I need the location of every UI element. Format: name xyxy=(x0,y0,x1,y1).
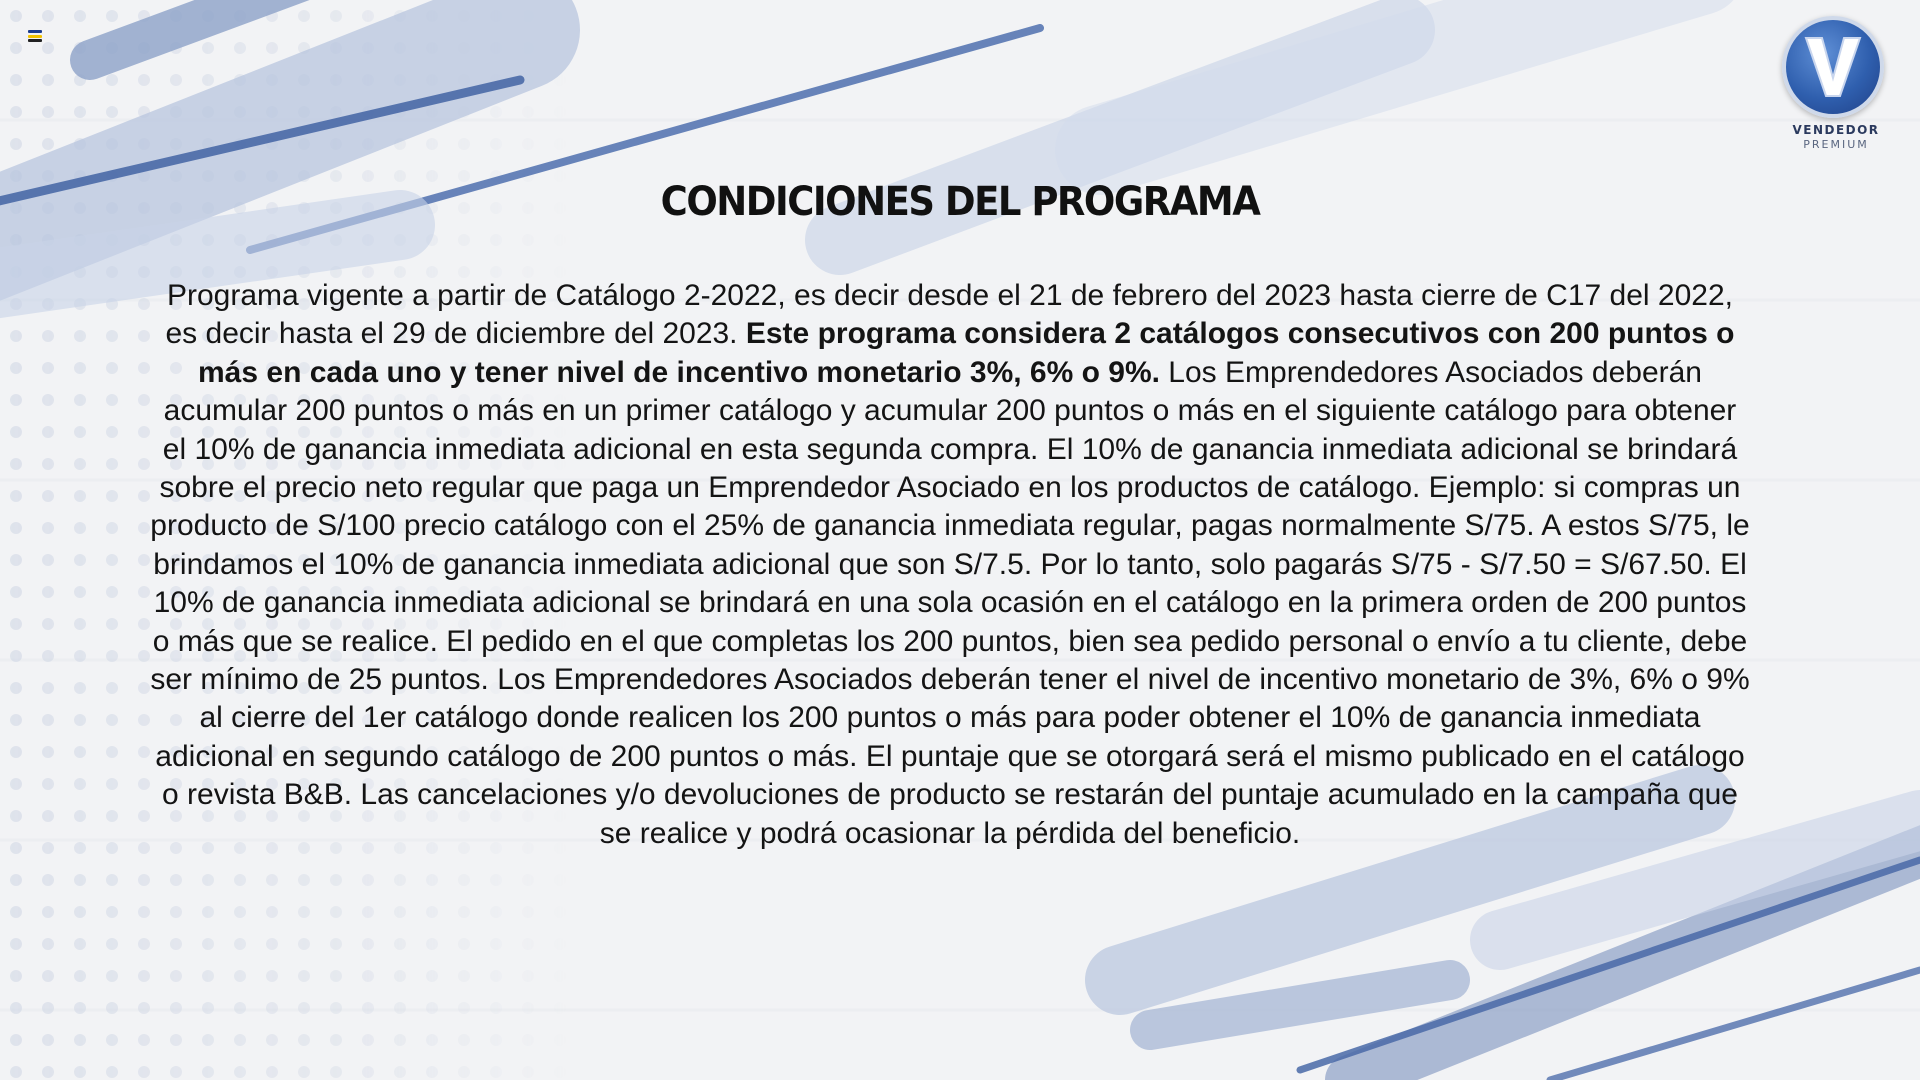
menu-icon-bar-3 xyxy=(28,39,42,42)
menu-icon[interactable] xyxy=(28,30,42,42)
paragraph-intro: Programa vigente a partir de Catálogo 2-2022, es decir desde el 21 de febrero del 2023 hasta cierre de C17 del 2022, es decir hasta el 29 de diciembre del 2023. xyxy=(165,279,1733,351)
page-title: CONDICIONES DEL PROGRAMA xyxy=(660,178,1260,225)
logo-text-premium: PREMIUM xyxy=(1803,138,1869,151)
vendedor-premium-logo xyxy=(1780,16,1892,158)
menu-icon-bar-2 xyxy=(28,35,42,38)
logo-text-vendedor: VENDEDOR xyxy=(1792,123,1880,137)
menu-icon-bar-1 xyxy=(28,30,42,33)
conditions-paragraph xyxy=(150,277,1750,853)
logo-v-icon xyxy=(1802,32,1864,102)
paragraph-details: Los Emprendedores Asociados deberán acumular 200 puntos o más en un primer catálogo y acumular 200 puntos o más en el siguiente catálogo para obtener el 10% de ganancia inmediata adicional en esta segunda compra. El 10% de ganancia inmediata adicional se brindará sobre el precio neto regular que paga un Emprendedor Asociado en los productos de catálogo. Ejemplo: si compras un producto de S/100 precio catálogo con el 25% de ganancia inmediata regular, pagas normalmente S/75. A estos S/75, le brindamos el 10% de ganancia inmediata adicional que son S/7.5. Por lo tanto, solo pagarás S/75 - S/7.50 = S/67.50. El 10% de ganancia inmediata adicional se brindará en una sola ocasión en el catálogo en la primera orden de 200 puntos o más que se realice. El pedido en el que completas los 200 puntos, bien sea pedido personal o envío a tu cliente, debe ser mínimo de 25 puntos. Los Emprendedores Asociados deberán tener el nivel de incentivo monetario de 3%, 6% o 9% al cierre del 1er catálogo donde realicen los 200 puntos o más para poder obtener el 10% de ganancia inmediata adicional en segundo catálogo de 200 puntos o más. El puntaje que se otorgará será el mismo publicado en el catálogo o revista B&B. Las cancelaciones y/o devoluciones de producto se restarán del puntaje acumulado en la campaña que se realice y podrá ocasionar la pérdida del beneficio. xyxy=(150,355,1750,850)
paragraph-highlight: Este programa considera 2 catálogos consecutivos con 200 puntos o más en cada uno y tener nivel de incentivo monetario 3%, 6% o 9%. xyxy=(198,317,1735,389)
